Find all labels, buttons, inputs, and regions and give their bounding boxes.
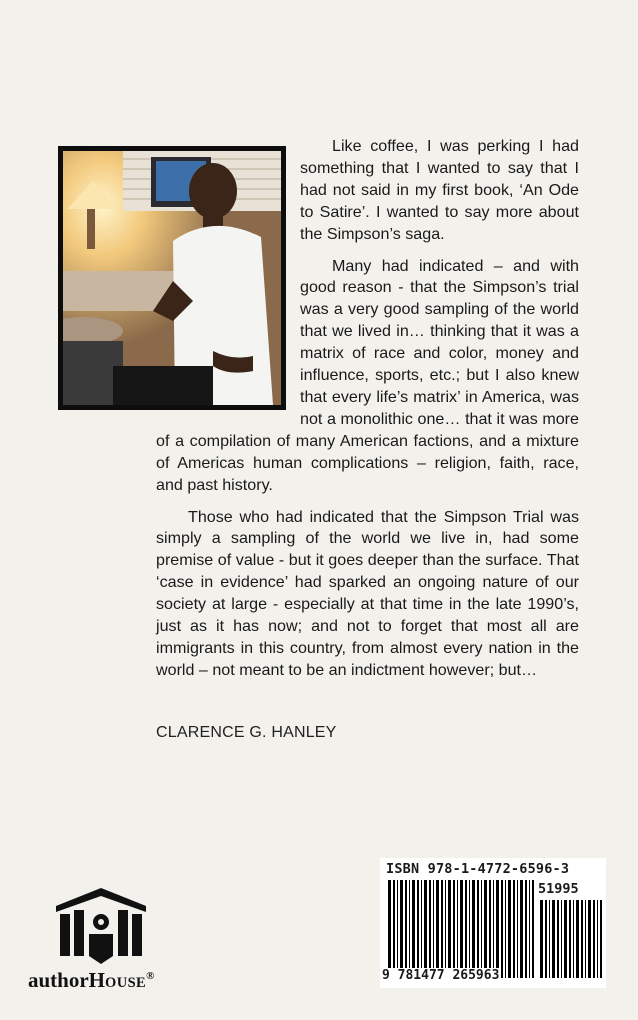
barcode-bar: [597, 900, 598, 978]
barcode-bar: [520, 880, 523, 978]
barcode-bar: [573, 900, 574, 978]
barcode-bar: [445, 880, 446, 978]
barcode-bar: [465, 880, 467, 978]
barcode-bar: [460, 880, 463, 978]
publisher-logo: [28, 888, 188, 998]
barcode-bar: [585, 900, 586, 978]
barcode-bar: [421, 880, 422, 978]
blurb-paragraph-3: Those who had indicated that the Simpson Trial was simply a sampling of the world we live in, had some premise of value - but it goes deeper than the surface. That ‘case in evidence’ had sparked an ongoing nature of our society at large - especially at that time in the late 1990’s, just as it has now; and not to forget that most all are immigrants in this country, from almost every nation in the world – not meant to be an indictment however; but…: [156, 507, 579, 679]
barcode-bar: [400, 880, 403, 978]
barcode-bar: [508, 880, 511, 978]
barcode-bar: [477, 880, 479, 978]
barcode-bar: [448, 880, 451, 978]
barcode-bar: [505, 880, 506, 978]
barcode-bar: [532, 880, 534, 978]
barcode-bar: [393, 880, 395, 978]
author-name: CLARENCE G. HANLEY: [156, 724, 337, 741]
barcode-bar: [424, 880, 427, 978]
barcode-bar: [564, 900, 567, 978]
barcode-bar: [457, 880, 458, 978]
barcode-bar: [436, 880, 439, 978]
barcode-bar: [517, 880, 518, 978]
back-cover-blurb: [156, 136, 579, 692]
barcode-bar: [549, 900, 550, 978]
barcode-bar: [545, 900, 547, 978]
barcode-bar: [412, 880, 415, 978]
barcode-bar: [453, 880, 455, 978]
barcode-bar: [581, 900, 583, 978]
barcode-bar: [557, 900, 559, 978]
barcode-bar: [489, 880, 491, 978]
barcode-bar: [593, 900, 595, 978]
isbn-label: ISBN 978-1-4772-6596-3: [386, 861, 570, 877]
barcode-bar: [405, 880, 407, 978]
barcode-bar: [388, 880, 391, 978]
barcode-bar: [561, 900, 562, 978]
price-code: 51995: [538, 881, 579, 897]
barcode-bar: [484, 880, 487, 978]
authorhouse-house-icon: [56, 888, 146, 964]
blurb-paragraph-2: Many had indicated – and with good reason - that the Simpson’s trial was a very good sampling of the world that we lived in… thinking that it was a matrix of race and color, money and influence, sports, etc.; but I also knew that every life’s matrix’ in America, was not a monolithic one… that it was more of a compilation of many American factions, and a mixture of Americas human complications – religion, faith, race, and past history.: [156, 256, 579, 494]
barcode-bar: [472, 880, 475, 978]
barcode-bar: [600, 900, 602, 978]
photo-spacer: [156, 136, 296, 417]
barcode-bar: [552, 900, 555, 978]
barcode-bar: [496, 880, 499, 978]
barcode-bar: [576, 900, 579, 978]
barcode-bar: [441, 880, 443, 978]
barcode-bar: [417, 880, 419, 978]
barcode-bar: [529, 880, 530, 978]
barcode-bar: [481, 880, 482, 978]
barcode-bar: [429, 880, 431, 978]
barcode-bar: [433, 880, 434, 978]
barcode-bar: [409, 880, 410, 978]
barcode-bar: [501, 880, 503, 978]
barcode-bar: [493, 880, 494, 978]
barcode-bar: [397, 880, 398, 978]
barcode-bar: [569, 900, 571, 978]
barcode-bar: [513, 880, 515, 978]
barcode-bar: [540, 900, 543, 978]
isbn-barcode: [380, 858, 606, 988]
publisher-name: authorHOUSE®: [28, 968, 155, 992]
barcode-bar: [588, 900, 591, 978]
barcode-bar: [525, 880, 527, 978]
ean-digits: 9 781477 265963: [382, 968, 500, 983]
blurb-paragraph-1: Like coffee, I was perking I had something that I wanted to say that I had not said in my first book, ‘An Ode to Satire’. I wanted to say more about the Simpson’s saga.: [300, 137, 579, 243]
barcode-bar: [469, 880, 470, 978]
